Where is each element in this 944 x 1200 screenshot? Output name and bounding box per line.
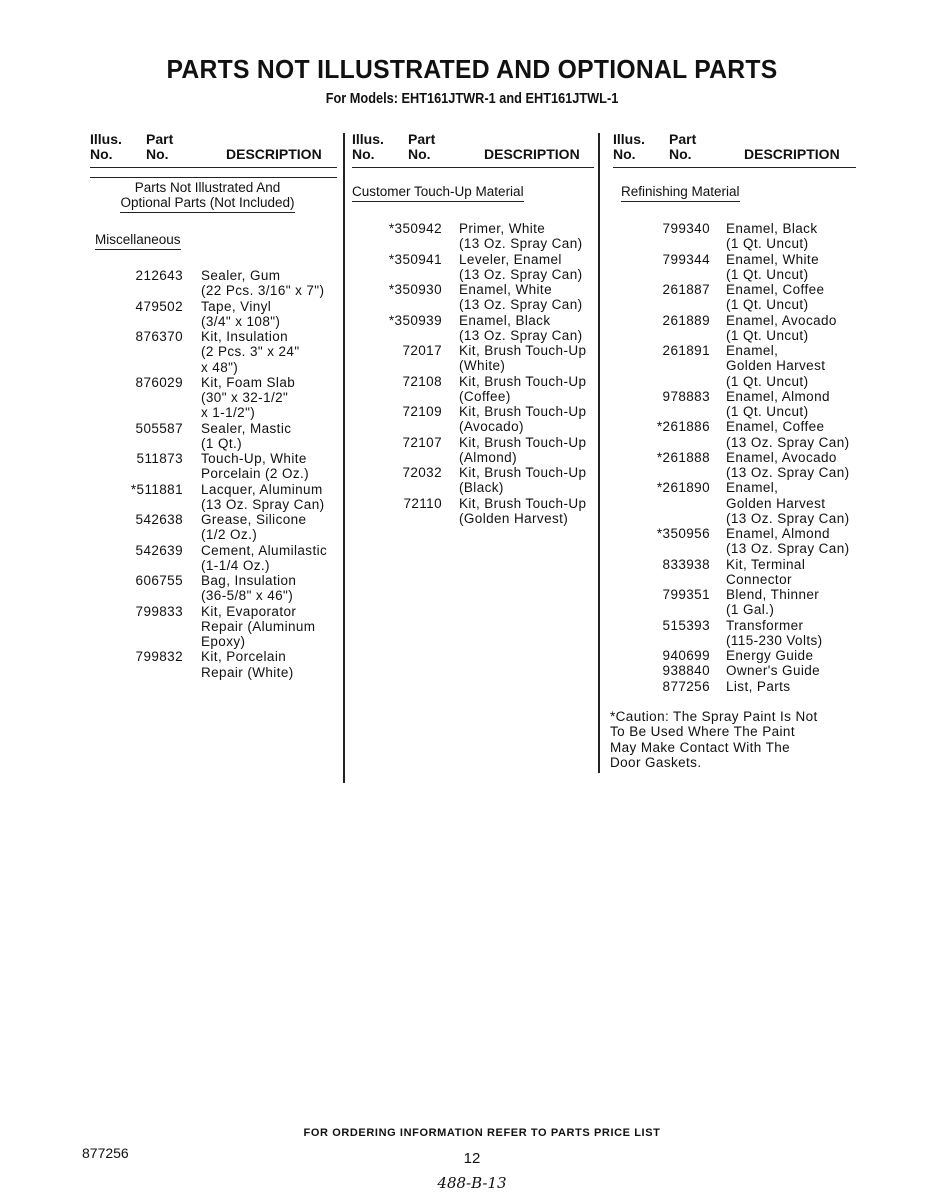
part-number: 542639 <box>135 542 183 558</box>
parts-column <box>90 132 340 772</box>
part-number: *261888 <box>656 449 710 465</box>
table-row <box>613 587 873 618</box>
part-number: *350942 <box>388 221 442 236</box>
table-row <box>352 252 602 283</box>
section-heading <box>352 184 592 202</box>
part-number: *261886 <box>656 419 710 435</box>
section-heading <box>95 180 320 213</box>
part-description: Enamel, Avocado (13 Oz. Spray Can) <box>726 449 850 480</box>
subsection-title: Miscellaneous <box>95 232 181 250</box>
part-description: Sealer, Gum (22 Pcs. 3/16" x 7") <box>201 268 325 299</box>
part-description: Enamel, Coffee (13 Oz. Spray Can) <box>726 419 850 450</box>
table-row <box>352 465 602 496</box>
page-number: 12 <box>463 1150 481 1167</box>
page-title: PARTS NOT ILLUSTRATED AND OPTIONAL PARTS <box>166 54 778 84</box>
section-title: Parts Not Illustrated And Optional Parts (Not Included) <box>120 180 294 213</box>
parts-list <box>352 221 602 526</box>
part-description: Leveler, Enamel (13 Oz. Spray Can) <box>459 251 583 282</box>
part-number: *350939 <box>388 312 442 328</box>
part-number: *261890 <box>656 480 710 496</box>
header-illus-no: Illus. No. <box>90 131 122 162</box>
table-row <box>613 343 873 389</box>
part-number: 799832 <box>135 649 183 665</box>
part-description: Enamel, Black (13 Oz. Spray Can) <box>459 312 583 343</box>
table-row <box>613 389 873 420</box>
table-row <box>90 329 340 375</box>
part-description: Enamel, Coffee (1 Qt. Uncut) <box>726 282 825 313</box>
table-row <box>90 573 340 604</box>
part-description: Touch-Up, White Porcelain (2 Oz.) <box>201 451 310 482</box>
part-number: 799833 <box>135 603 183 619</box>
table-row <box>352 435 602 466</box>
part-description: Kit, Porcelain Repair (White) <box>201 649 294 680</box>
table-row <box>352 313 602 344</box>
part-number: 72107 <box>402 434 442 450</box>
header-illus-no: Illus. No. <box>613 131 645 162</box>
part-number: 479502 <box>135 298 183 314</box>
part-description: Cement, Alumilastic (1-1/4 Oz.) <box>201 542 328 573</box>
part-number: 799344 <box>662 251 710 267</box>
caution-note: *Caution: The Spray Paint Is Not To Be Used Where The Paint May Make Contact With The Door Gaskets. <box>610 709 818 770</box>
part-number: *350941 <box>388 251 442 267</box>
table-row <box>613 419 873 450</box>
table-row <box>90 649 340 680</box>
part-number: 877256 <box>662 678 710 694</box>
part-description: Enamel, Golden Harvest (1 Qt. Uncut) <box>726 343 826 389</box>
part-number: 542638 <box>135 512 183 527</box>
column-header <box>613 132 873 168</box>
part-number: *511881 <box>130 481 183 497</box>
part-number: 978883 <box>662 388 710 404</box>
part-description: Energy Guide <box>726 648 814 663</box>
part-number: 940699 <box>662 648 710 663</box>
header-illus-no: Illus. No. <box>352 131 384 162</box>
header-description: DESCRIPTION <box>744 146 840 162</box>
part-number: 799351 <box>662 587 710 602</box>
part-number: 212643 <box>135 268 183 283</box>
table-row <box>613 526 873 557</box>
table-row <box>352 404 602 435</box>
part-description: Kit, Insulation (2 Pcs. 3" x 24" x 48") <box>201 329 300 375</box>
part-number: 72110 <box>403 495 442 511</box>
column-divider <box>343 133 345 783</box>
part-number: 876029 <box>135 374 183 390</box>
document-number: 877256 <box>82 1145 129 1161</box>
part-number: 72109 <box>402 404 442 419</box>
header-rule <box>352 167 594 168</box>
header-rule <box>90 177 337 178</box>
part-description: Kit, Brush Touch-Up (Almond) <box>459 434 587 465</box>
part-number: 505587 <box>135 420 183 436</box>
part-description: Kit, Terminal Connector <box>726 556 806 587</box>
part-description: Enamel, Almond (1 Qt. Uncut) <box>726 388 830 419</box>
part-description: Enamel, White (1 Qt. Uncut) <box>726 251 819 282</box>
table-row <box>90 543 340 574</box>
table-row <box>352 496 602 527</box>
parts-list <box>613 221 873 694</box>
handwritten-code: 488-B-13 <box>437 1174 507 1192</box>
header-part-no: Part No. <box>146 131 174 162</box>
part-number: 72032 <box>402 465 442 480</box>
part-number: 606755 <box>135 573 183 588</box>
header-rule <box>613 167 856 168</box>
part-description: Kit, Brush Touch-Up (White) <box>459 343 587 374</box>
part-description: Enamel, White (13 Oz. Spray Can) <box>459 282 583 313</box>
part-description: Sealer, Mastic (1 Qt.) <box>201 420 292 451</box>
part-description: Blend, Thinner (1 Gal.) <box>726 587 820 618</box>
table-row <box>90 512 340 543</box>
parts-column <box>352 132 602 772</box>
part-number: *350930 <box>388 282 442 297</box>
part-number: 261887 <box>662 282 710 297</box>
part-description: Kit, Evaporator Repair (Aluminum Epoxy) <box>201 603 316 649</box>
header-part-no: Part No. <box>408 131 436 162</box>
part-number: 515393 <box>662 617 710 633</box>
header-rule <box>90 167 337 168</box>
part-description: Primer, White (13 Oz. Spray Can) <box>459 221 583 252</box>
part-number: 72108 <box>402 373 442 389</box>
table-row <box>352 221 602 252</box>
table-row <box>613 618 873 649</box>
part-description: Enamel, Black (1 Qt. Uncut) <box>726 221 818 252</box>
part-description: Enamel, Almond (13 Oz. Spray Can) <box>726 526 850 557</box>
table-row <box>613 663 873 678</box>
table-row <box>613 313 873 344</box>
part-description: Kit, Brush Touch-Up (Avocado) <box>459 404 587 435</box>
table-row <box>352 374 602 405</box>
part-description: Bag, Insulation (36-5/8" x 46") <box>201 573 297 604</box>
part-number: 876370 <box>135 329 183 344</box>
table-row <box>90 375 340 421</box>
table-row <box>613 648 873 663</box>
table-row <box>352 343 602 374</box>
part-number: *350956 <box>656 526 710 541</box>
table-row <box>90 421 340 452</box>
part-number: 261889 <box>662 312 710 328</box>
table-row <box>90 482 340 513</box>
part-number: 938840 <box>662 663 710 679</box>
part-number: 799340 <box>662 221 710 236</box>
header-part-no: Part No. <box>669 131 697 162</box>
parts-list <box>90 268 340 680</box>
models-subtitle: For Models: EHT161JTWR-1 and EHT161JTWL-1 <box>325 90 619 107</box>
part-description: Tape, Vinyl (3/4" x 108") <box>201 298 281 329</box>
table-row <box>613 557 873 588</box>
table-row <box>613 480 873 526</box>
part-description: List, Parts <box>726 678 791 694</box>
part-description: Kit, Brush Touch-Up (Coffee) <box>459 373 587 404</box>
table-row <box>90 604 340 650</box>
table-row <box>613 252 873 283</box>
table-row <box>613 282 873 313</box>
section-title: Customer Touch-Up Material <box>352 184 524 202</box>
part-description: Transformer (115-230 Volts) <box>726 617 823 648</box>
part-description: Grease, Silicone (1/2 Oz.) <box>201 512 307 543</box>
table-row <box>613 450 873 481</box>
part-description: Kit, Brush Touch-Up (Black) <box>459 465 587 496</box>
part-number: 511873 <box>136 451 183 466</box>
header-description: DESCRIPTION <box>484 146 580 162</box>
table-row <box>90 268 340 299</box>
ordering-note: FOR ORDERING INFORMATION REFER TO PARTS PRICE LIST <box>303 1127 661 1139</box>
table-row <box>613 221 873 252</box>
section-heading <box>621 184 861 202</box>
part-number: 72017 <box>402 343 442 358</box>
table-row <box>90 451 340 482</box>
table-row <box>352 282 602 313</box>
parts-column <box>613 132 873 772</box>
part-number: 261891 <box>662 343 710 358</box>
column-header <box>90 132 340 168</box>
part-description: Owner's Guide <box>726 663 821 679</box>
part-description: Kit, Foam Slab (30" x 32-1/2" x 1-1/2") <box>201 374 296 421</box>
table-row <box>90 299 340 330</box>
part-description: Lacquer, Aluminum (13 Oz. Spray Can) <box>201 481 325 512</box>
part-number: 833938 <box>662 556 710 572</box>
part-description: Enamel, Avocado (1 Qt. Uncut) <box>726 312 837 343</box>
table-row <box>613 679 873 694</box>
part-description: Enamel, Golden Harvest (13 Oz. Spray Can) <box>726 480 850 526</box>
header-description: DESCRIPTION <box>226 146 322 162</box>
column-header <box>352 132 602 168</box>
subsection-heading <box>95 232 181 250</box>
section-title: Refinishing Material <box>621 184 740 202</box>
part-description: Kit, Brush Touch-Up (Golden Harvest) <box>459 495 587 526</box>
